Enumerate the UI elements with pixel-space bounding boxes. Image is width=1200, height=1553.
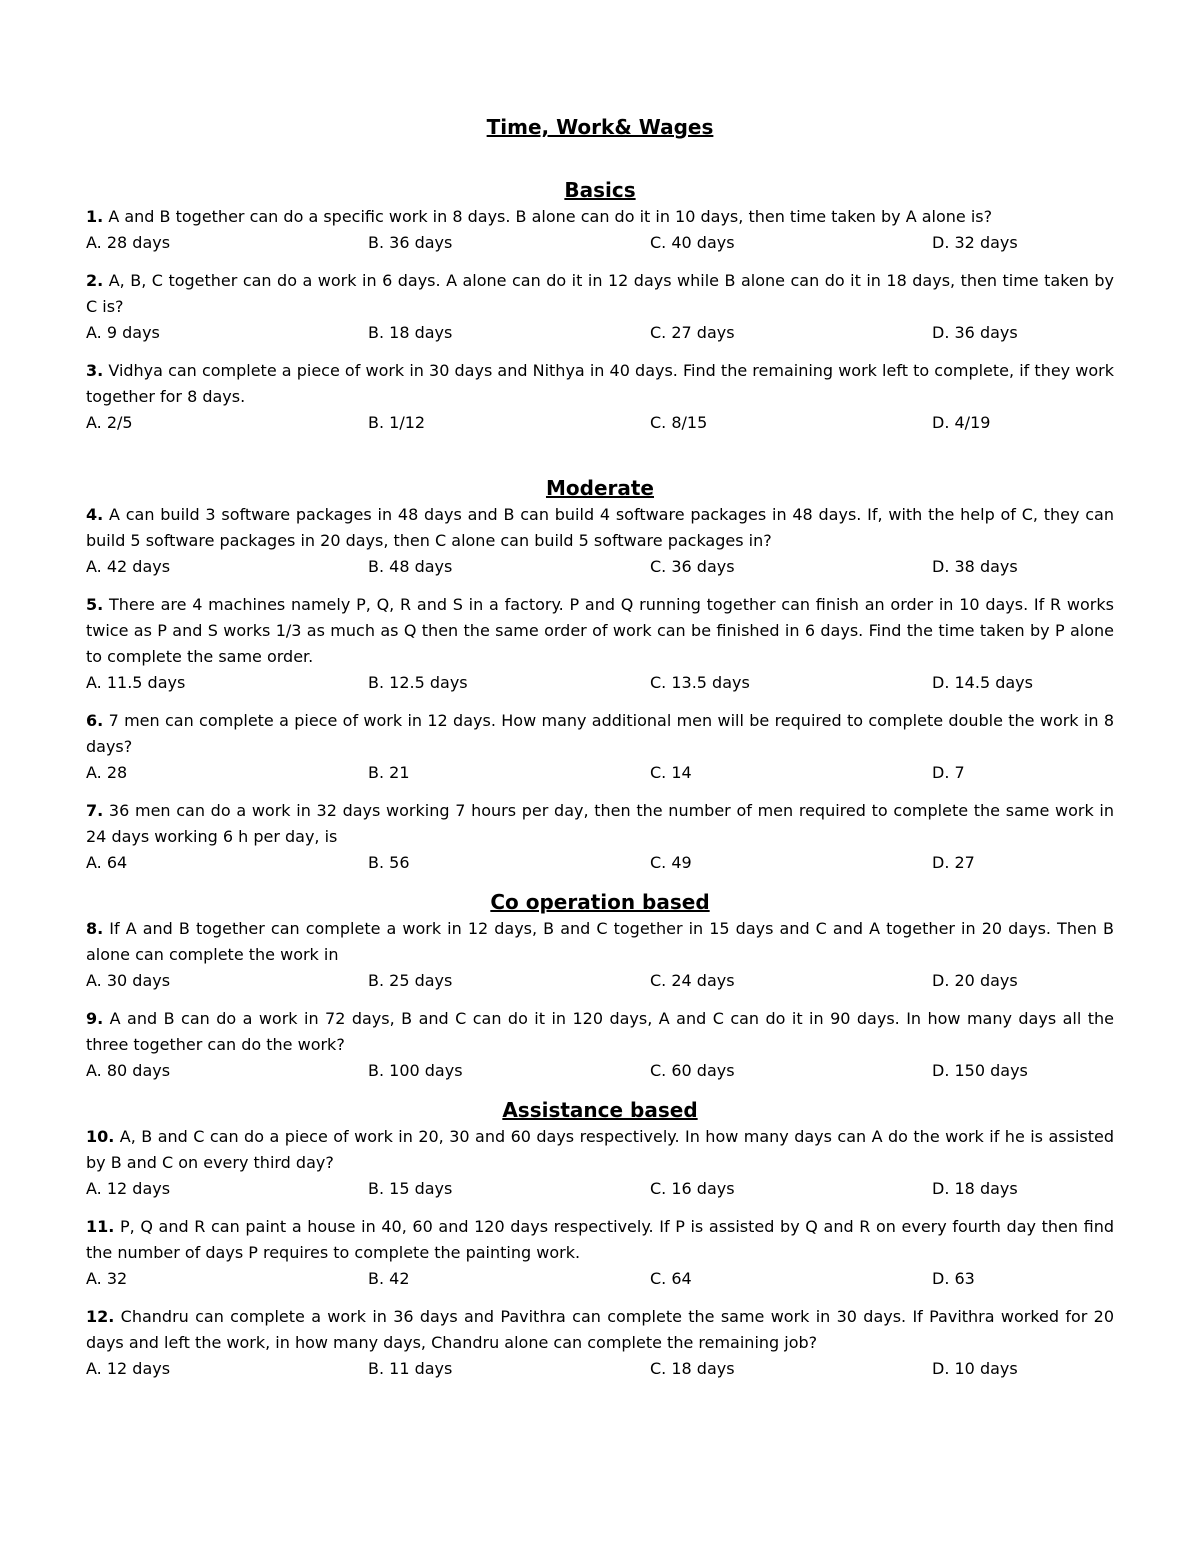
question-text: If A and B together can complete a work in 12 days, B and C together in 15 days and C and A together in 20 days. Then B alone can complete the work in (86, 919, 1114, 964)
question-text: Chandru can complete a work in 36 days and Pavithra can complete the same work in 30 days. If Pavithra worked for 20 days and left the work, in how many days, Chandru alone can complete the remaining job? (86, 1307, 1114, 1352)
question-number: 4. (86, 505, 104, 524)
answer-option-c: C. 36 days (650, 557, 735, 576)
question-item (86, 1124, 1114, 1202)
question-number: 6. (86, 711, 104, 730)
question-text-block (86, 502, 1114, 554)
answer-option-d: D. 150 days (932, 1061, 1028, 1080)
question-text: A and B can do a work in 72 days, B and C can do it in 120 days, A and C can do it in 90 days. In how many days all the three together can do the work? (86, 1009, 1115, 1054)
answer-option-d: D. 18 days (932, 1179, 1018, 1198)
question-item (86, 708, 1114, 786)
question-item (86, 502, 1114, 580)
answer-option-a: A. 9 days (86, 323, 160, 342)
question-number: 5. (86, 595, 104, 614)
question-item (86, 358, 1114, 436)
question-number: 11. (86, 1217, 115, 1236)
answer-option-b: B. 12.5 days (368, 673, 468, 692)
question-number: 7. (86, 801, 104, 820)
answer-options (86, 1176, 1114, 1202)
answer-option-b: B. 100 days (368, 1061, 463, 1080)
answer-option-a: A. 12 days (86, 1179, 171, 1198)
answer-option-d: D. 32 days (932, 233, 1018, 252)
question-number: 12. (86, 1307, 115, 1326)
question-text-block (86, 204, 1114, 230)
answer-option-d: D. 20 days (932, 971, 1018, 990)
answer-option-b: B. 15 days (368, 1179, 453, 1198)
answer-option-d: D. 36 days (932, 323, 1018, 342)
answer-options (86, 554, 1114, 580)
question-number: 9. (86, 1009, 104, 1028)
answer-option-d: D. 27 (932, 853, 975, 872)
section-assistance-based (86, 1096, 1114, 1382)
question-text: A can build 3 software packages in 48 days and B can build 4 software packages in 48 days. If, with the help of C, they can build 5 software packages in 20 days, then C alone can build 5 software packages in? (86, 505, 1115, 550)
answer-options (86, 850, 1114, 876)
section-moderate (86, 474, 1114, 876)
answer-option-c: C. 49 (650, 853, 692, 872)
answer-option-b: B. 25 days (368, 971, 453, 990)
answer-options (86, 968, 1114, 994)
answer-options (86, 1356, 1114, 1382)
question-text: 36 men can do a work in 32 days working 7 hours per day, then the number of men required to complete the same work in 24 days working 6 h per day, is (86, 801, 1114, 846)
question-text-block (86, 1006, 1114, 1058)
answer-option-b: B. 48 days (368, 557, 453, 576)
answer-option-c: C. 24 days (650, 971, 735, 990)
question-number: 2. (86, 271, 104, 290)
question-text-block (86, 592, 1114, 670)
question-text-block (86, 798, 1114, 850)
answer-option-a: A. 12 days (86, 1359, 171, 1378)
question-number: 1. (86, 207, 104, 226)
answer-option-b: B. 42 (368, 1269, 410, 1288)
answer-options (86, 410, 1114, 436)
answer-option-d: D. 7 (932, 763, 965, 782)
answer-option-d: D. 10 days (932, 1359, 1018, 1378)
answer-option-c: C. 40 days (650, 233, 735, 252)
answer-options (86, 1058, 1114, 1084)
answer-option-a: A. 11.5 days (86, 673, 186, 692)
question-text-block (86, 358, 1114, 410)
question-number: 10. (86, 1127, 115, 1146)
answer-options (86, 1266, 1114, 1292)
question-text: There are 4 machines namely P, Q, R and S in a factory. P and Q running together can finish an order in 10 days. If R works twice as P and S works 1/3 as much as Q then the same order of work can be finished in 6 days. Find the time taken by P alone to complete the same order. (86, 595, 1114, 666)
page-title: Time, Work& Wages (486, 115, 714, 139)
answer-option-a: A. 64 (86, 853, 128, 872)
answer-option-b: B. 21 (368, 763, 410, 782)
section-heading: Basics (564, 178, 636, 202)
answer-option-c: C. 60 days (650, 1061, 735, 1080)
section-heading: Assistance based (502, 1098, 698, 1122)
answer-option-a: A. 28 (86, 763, 128, 782)
question-number: 3. (86, 361, 104, 380)
answer-option-b: B. 56 (368, 853, 410, 872)
answer-option-c: C. 18 days (650, 1359, 735, 1378)
answer-option-d: D. 38 days (932, 557, 1018, 576)
answer-options (86, 670, 1114, 696)
answer-option-c: C. 14 (650, 763, 692, 782)
answer-option-b: B. 1/12 (368, 413, 426, 432)
question-item (86, 1006, 1114, 1084)
question-item (86, 1304, 1114, 1382)
section-basics (86, 176, 1114, 436)
question-text-block (86, 1304, 1114, 1356)
section-co-operation-based (86, 888, 1114, 1084)
answer-option-d: D. 63 (932, 1269, 975, 1288)
question-item (86, 592, 1114, 696)
question-text-block (86, 916, 1114, 968)
answer-options (86, 320, 1114, 346)
answer-option-b: B. 18 days (368, 323, 453, 342)
answer-option-d: D. 14.5 days (932, 673, 1033, 692)
answer-option-b: B. 36 days (368, 233, 453, 252)
question-item (86, 916, 1114, 994)
answer-option-c: C. 13.5 days (650, 673, 750, 692)
answer-option-a: A. 32 (86, 1269, 128, 1288)
question-item (86, 268, 1114, 346)
sections-container (86, 176, 1114, 1382)
answer-options (86, 760, 1114, 786)
answer-option-a: A. 28 days (86, 233, 171, 252)
question-text: A and B together can do a specific work in 8 days. B alone can do it in 10 days, then time taken by A alone is? (108, 207, 993, 226)
answer-option-a: A. 80 days (86, 1061, 171, 1080)
question-item (86, 798, 1114, 876)
question-item (86, 1214, 1114, 1292)
question-text-block (86, 268, 1114, 320)
question-text: A, B and C can do a piece of work in 20, 30 and 60 days respectively. In how many days can A do the work if he is assisted by B and C on every third day? (86, 1127, 1114, 1172)
answer-option-d: D. 4/19 (932, 413, 991, 432)
answer-option-c: C. 8/15 (650, 413, 708, 432)
question-item (86, 204, 1114, 256)
question-text: Vidhya can complete a piece of work in 30 days and Nithya in 40 days. Find the remaining work left to complete, if they work together for 8 days. (86, 361, 1114, 406)
answer-option-c: C. 64 (650, 1269, 692, 1288)
answer-option-b: B. 11 days (368, 1359, 453, 1378)
section-heading: Moderate (545, 476, 654, 500)
section-heading: Co operation based (490, 890, 710, 914)
question-text-block (86, 1214, 1114, 1266)
question-text: A, B, C together can do a work in 6 days. A alone can do it in 12 days while B alone can do it in 18 days, then time taken by C is? (86, 271, 1114, 316)
answer-option-c: C. 16 days (650, 1179, 735, 1198)
answer-option-a: A. 42 days (86, 557, 171, 576)
question-text: P, Q and R can paint a house in 40, 60 and 120 days respectively. If P is assisted by Q and R on every fourth day then find the number of days P requires to complete the painting work. (86, 1217, 1114, 1262)
answer-option-c: C. 27 days (650, 323, 735, 342)
answer-options (86, 230, 1114, 256)
answer-option-a: A. 2/5 (86, 413, 133, 432)
question-text-block (86, 1124, 1114, 1176)
question-text-block (86, 708, 1114, 760)
answer-option-a: A. 30 days (86, 971, 171, 990)
question-text: 7 men can complete a piece of work in 12 days. How many additional men will be required to complete double the work in 8 days? (86, 711, 1114, 756)
question-number: 8. (86, 919, 104, 938)
